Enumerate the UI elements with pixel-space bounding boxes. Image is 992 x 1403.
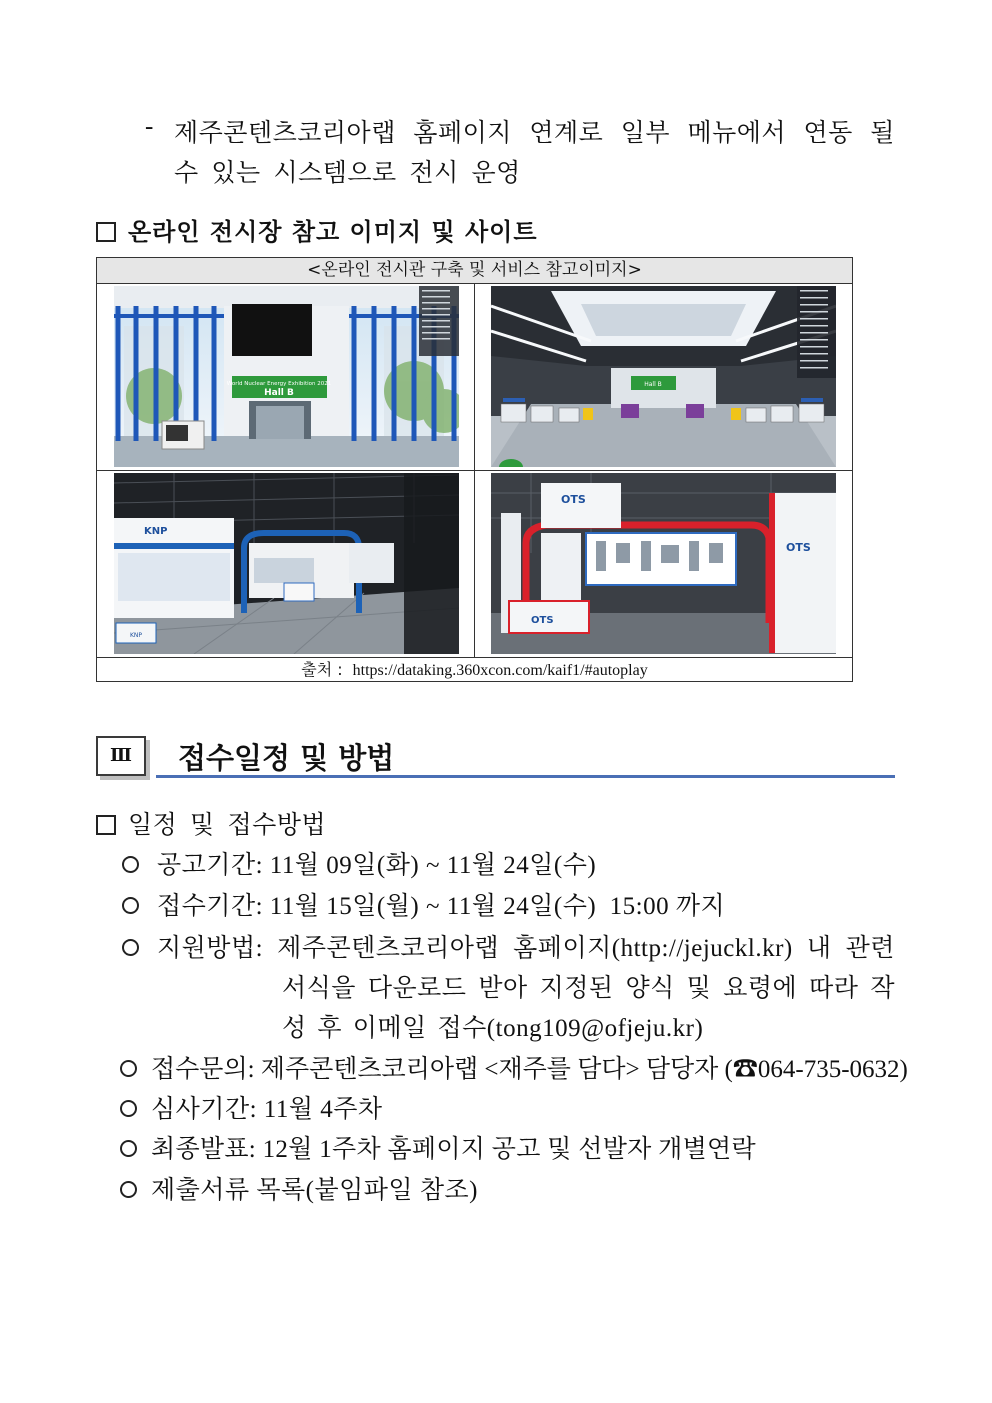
svg-text:OTS: OTS bbox=[786, 541, 811, 554]
application-line-3: 성 후 이메일 접수(tong109@ofjeju.kr) bbox=[282, 1015, 704, 1042]
circle-bullet-icon bbox=[120, 1060, 137, 1077]
application-line-2: 서식을 다운로드 받아 지정된 양식 및 요령에 따라 작 bbox=[282, 975, 895, 1002]
intro-word: 홈페이지 bbox=[413, 120, 512, 147]
source-url: https://dataking.360xcon.com/kaif1/#autoplay bbox=[352, 662, 648, 679]
circle-bullet-icon bbox=[120, 1100, 137, 1117]
image-table-caption: <온라인 전시관 구축 및 서비스 참고이미지> bbox=[97, 258, 852, 284]
source-label: 출처 : bbox=[301, 660, 343, 679]
schedule-item: 제출서류 목록(붙임파일 참조) bbox=[120, 1170, 478, 1206]
reference-heading: 온라인 전시장 참고 이미지 및 사이트 bbox=[96, 212, 538, 247]
section-title: 접수일정 및 방법 bbox=[178, 741, 395, 775]
intro-word: 제주콘텐츠코리아랩 bbox=[174, 120, 396, 147]
exhibition-image-ots-booth bbox=[491, 473, 836, 654]
schedule-item-application bbox=[122, 928, 895, 964]
schedule-item: 공고기간: 11월 09일(화) ~ 11월 24일(수) bbox=[122, 845, 596, 881]
svg-text:KNP: KNP bbox=[129, 632, 143, 639]
banner-title: Hall B bbox=[644, 381, 662, 388]
circle-bullet-icon bbox=[122, 939, 139, 956]
circle-bullet-icon bbox=[120, 1140, 137, 1157]
banner-subtitle: Hall B bbox=[264, 388, 294, 398]
intro-line-2: 수 있는 시스템으로 전시 운영 bbox=[174, 160, 521, 187]
schedule-heading: 일정 및 접수방법 bbox=[96, 805, 326, 841]
schedule-item: 최종발표: 12월 1주차 홈페이지 공고 및 선발자 개별연락 bbox=[120, 1129, 756, 1165]
image-source bbox=[97, 657, 852, 681]
booth-logo: OTS bbox=[561, 493, 586, 506]
exhibition-image-knp-booth bbox=[114, 473, 459, 654]
section-number: Ⅲ bbox=[96, 736, 146, 776]
intro-line-1 bbox=[174, 113, 895, 149]
intro-word: 연계로 bbox=[529, 120, 604, 147]
circle-bullet-icon bbox=[120, 1181, 137, 1198]
checkbox-square-icon bbox=[96, 222, 116, 242]
checkbox-square-icon bbox=[96, 815, 116, 835]
intro-word: 연동 bbox=[803, 120, 853, 147]
exhibition-image-grand-hall bbox=[491, 286, 836, 467]
circle-bullet-icon bbox=[122, 856, 139, 873]
intro-word: 일부 bbox=[620, 120, 671, 147]
schedule-item: 접수문의: 제주콘텐츠코리아랩 <재주를 담다> 담당자 (☎064-735-0632) bbox=[120, 1049, 908, 1085]
intro-word: 메뉴에서 bbox=[687, 120, 787, 147]
table-divider-horizontal bbox=[97, 470, 852, 471]
banner-title: World Nuclear Energy Exhibition 2021 bbox=[226, 381, 332, 387]
schedule-item: 심사기간: 11월 4주차 bbox=[120, 1089, 383, 1125]
exhibition-image-entrance bbox=[114, 286, 459, 467]
intro-word: 될 bbox=[870, 120, 895, 147]
svg-text:OTS: OTS bbox=[531, 615, 554, 626]
application-line-1: 지원방법: 제주콘텐츠코리아랩 홈페이지(http://jejuckl.kr) 내 관련 bbox=[122, 928, 895, 964]
circle-bullet-icon bbox=[122, 897, 139, 914]
reference-image-table bbox=[96, 257, 853, 682]
schedule-item: 접수기간: 11월 15일(월) ~ 11월 24일(수) 15:00 까지 bbox=[122, 886, 725, 922]
booth-logo: KNP bbox=[144, 526, 168, 537]
section-underline bbox=[156, 775, 895, 778]
intro-dash: - bbox=[145, 113, 154, 140]
